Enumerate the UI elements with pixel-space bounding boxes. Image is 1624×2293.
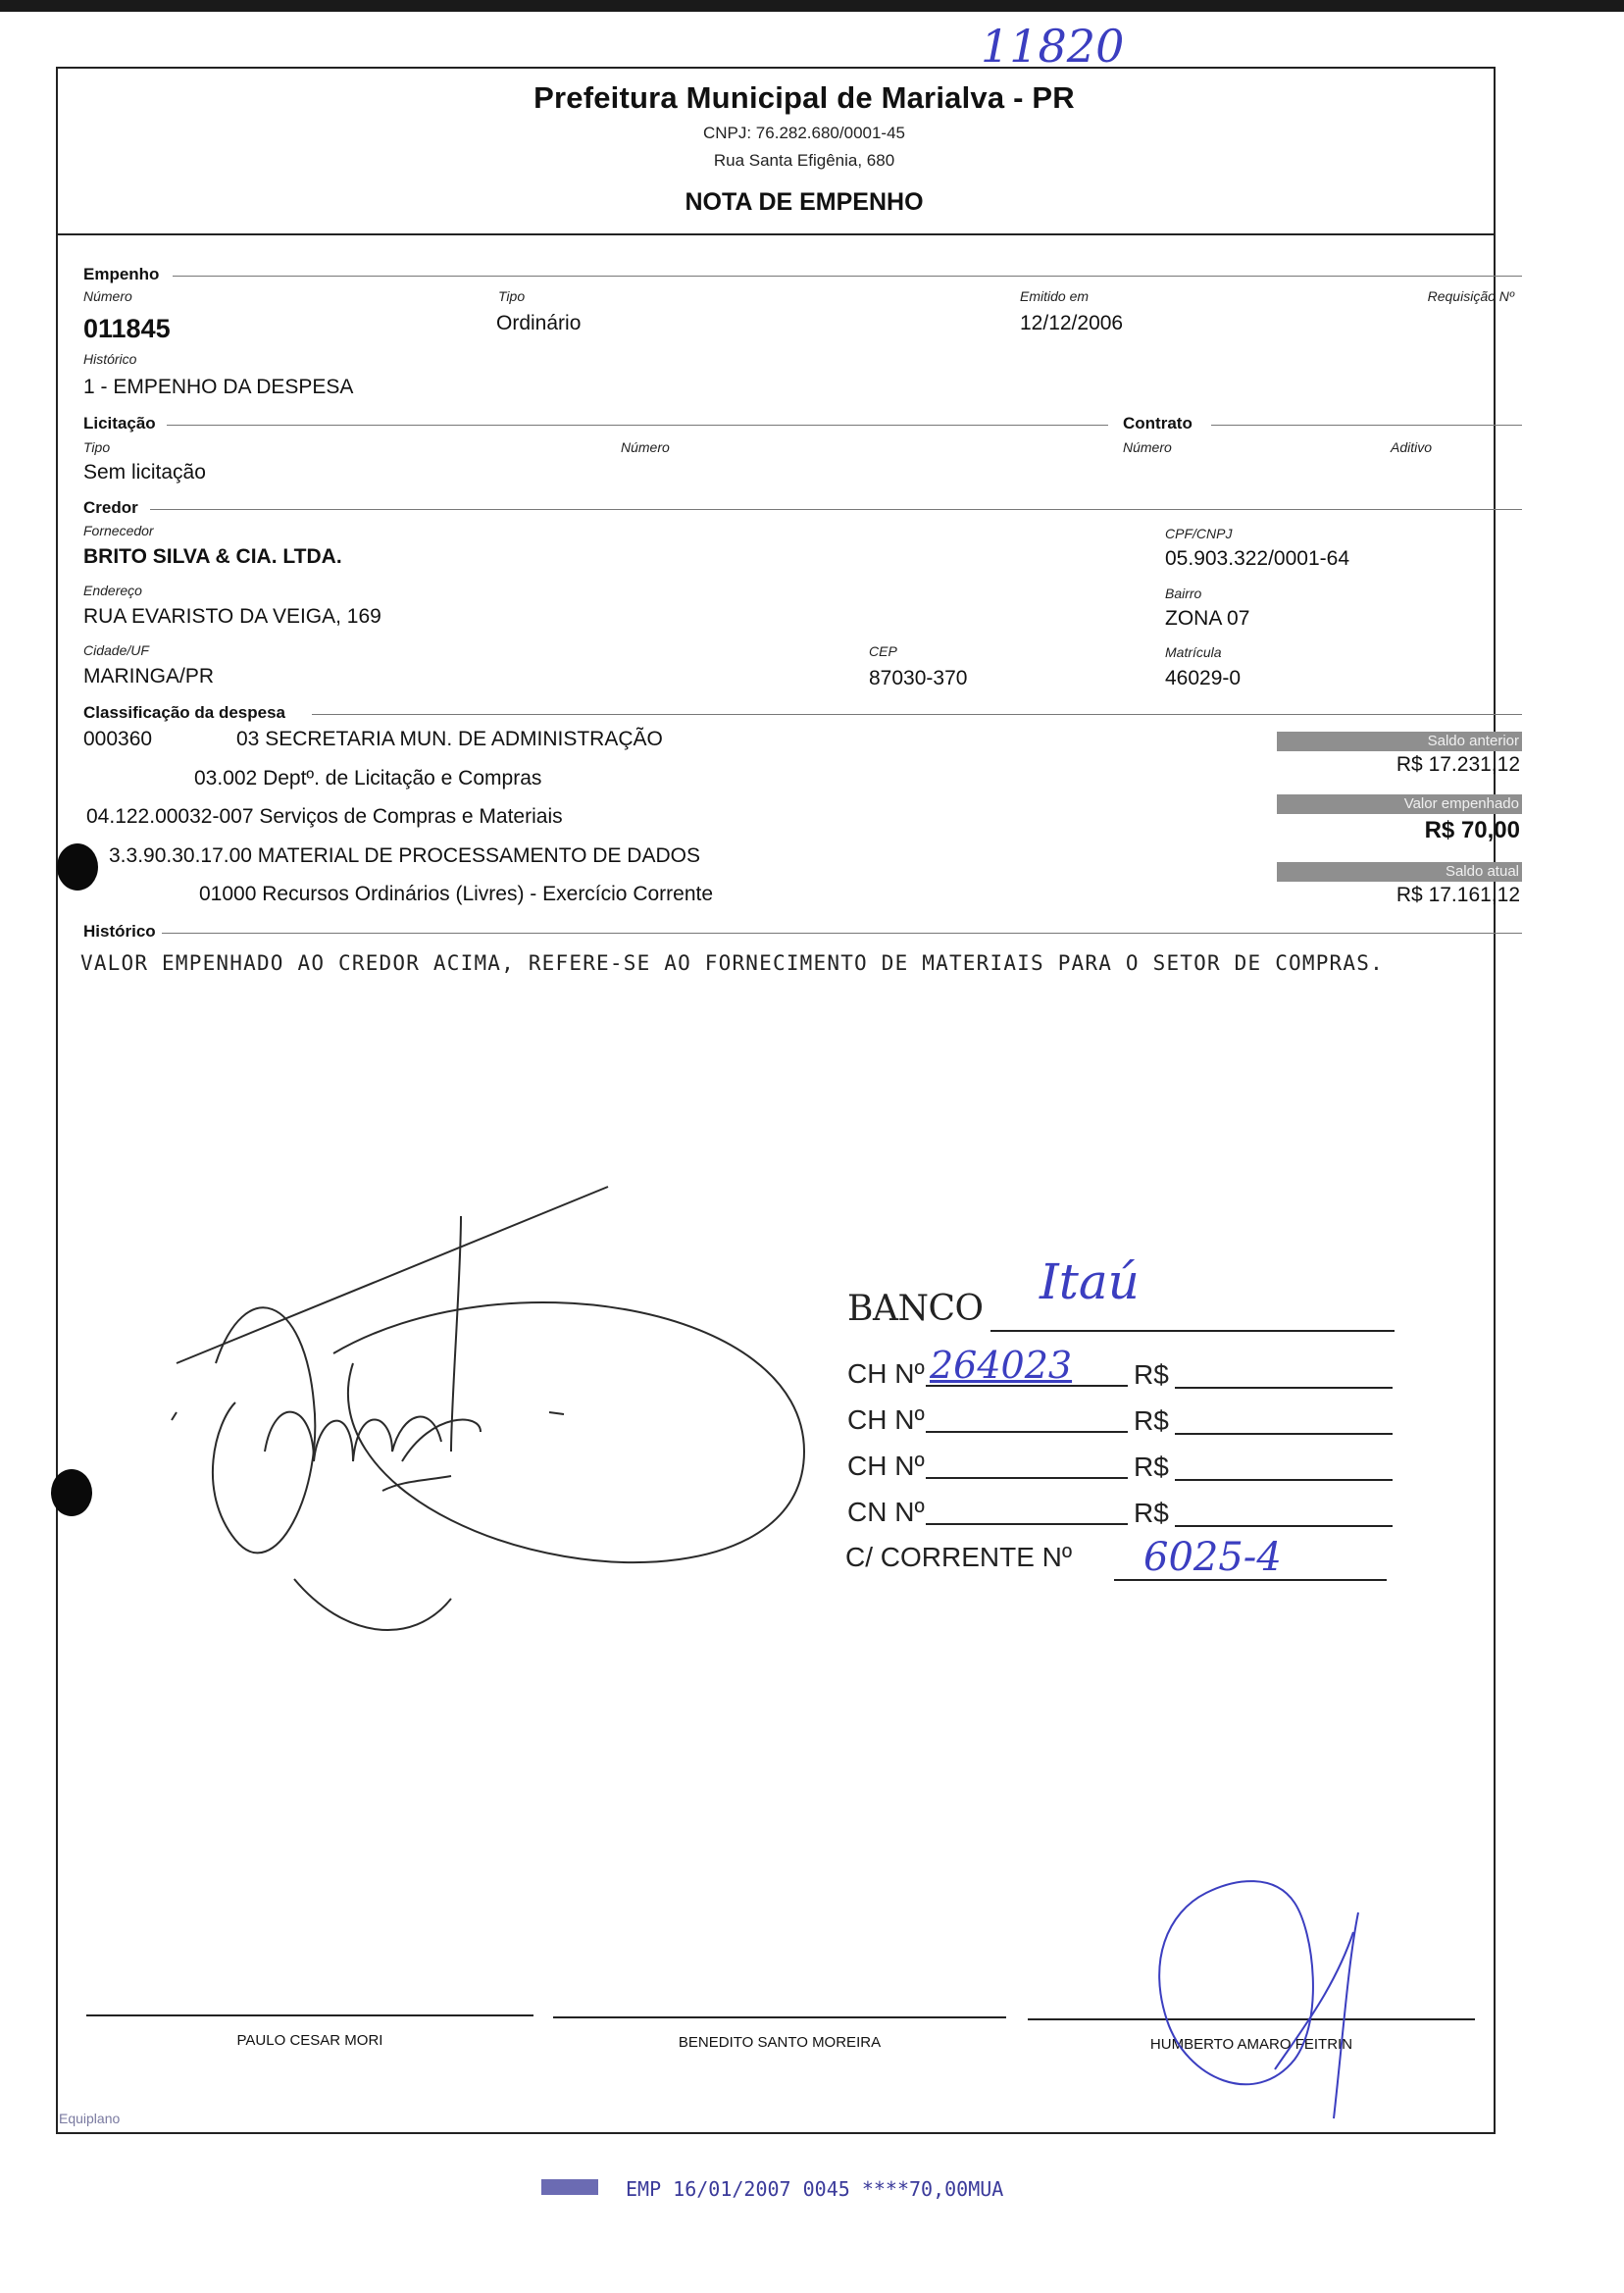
contrato-rule <box>1211 425 1522 426</box>
handwritten-page-number: 11820 <box>981 20 1125 73</box>
section-classificacao: Classificação da despesa <box>83 703 286 722</box>
classificacao-funcional: 04.122.00032-007 Serviços de Compras e Materiais <box>86 805 563 828</box>
empenho-historico: 1 - EMPENHO DA DESPESA <box>83 376 354 398</box>
classificacao-recurso: 01000 Recursos Ordinários (Livres) - Exercício Corrente <box>199 883 714 905</box>
ch3-label: CH Nº <box>847 1451 925 1481</box>
header-cnpj: CNPJ: 76.282.680/0001-45 <box>702 124 906 142</box>
cidade-value: MARINGA/PR <box>83 665 215 688</box>
licitacao-numero-label: Número <box>621 439 670 455</box>
ch1-handwritten: 264023 <box>930 1344 1073 1387</box>
endereco-label: Endereço <box>83 583 142 598</box>
cn-underline <box>926 1523 1128 1525</box>
section-historico: Histórico <box>83 922 156 941</box>
fornecedor-name: BRITO SILVA & CIA. LTDA. <box>83 545 342 568</box>
cn-rs-underline <box>1175 1525 1393 1527</box>
section-empenho: Empenho <box>83 265 160 283</box>
ch2-rs-underline <box>1175 1433 1393 1435</box>
punch-hole-bottom <box>51 1469 92 1516</box>
signature-line-2 <box>553 2016 1006 2018</box>
historico-rule <box>162 933 1522 934</box>
licitacao-tipo: Sem licitação <box>83 461 206 484</box>
ch1-rs-label: R$ <box>1134 1359 1169 1390</box>
saldo-anterior-label: Saldo anterior <box>1277 732 1522 751</box>
empenho-tipo: Ordinário <box>496 312 582 334</box>
cn-label: CN Nº <box>847 1497 925 1527</box>
header-address: Rua Santa Efigênia, 680 <box>713 151 895 170</box>
header-divider <box>58 233 1494 235</box>
saldo-atual-value: R$ 17.161,12 <box>1396 884 1520 906</box>
corrente-label: C/ CORRENTE Nº <box>845 1542 1073 1572</box>
ch3-rs-underline <box>1175 1479 1393 1481</box>
licitacao-rule <box>167 425 1108 426</box>
empenho-tipo-label: Tipo <box>498 288 526 304</box>
classificacao-rule <box>312 714 1522 715</box>
emitido-date: 12/12/2006 <box>1020 312 1124 334</box>
page-title: Prefeitura Municipal de Marialva - PR <box>533 80 1075 115</box>
empenho-historico-label: Histórico <box>83 351 137 367</box>
signature-line-1 <box>86 2014 533 2016</box>
licitacao-tipo-label: Tipo <box>83 439 111 455</box>
cep-value: 87030-370 <box>869 667 968 689</box>
bairro-value: ZONA 07 <box>1165 607 1250 630</box>
bairro-label: Bairro <box>1165 586 1202 601</box>
valor-empenhado-value: R$ 70,00 <box>1424 817 1520 843</box>
contrato-numero-label: Número <box>1123 439 1172 455</box>
saldo-atual-label: Saldo atual <box>1277 862 1522 882</box>
cep-label: CEP <box>869 643 897 659</box>
ch3-rs-label: R$ <box>1134 1452 1169 1482</box>
cidade-label: Cidade/UF <box>83 642 149 658</box>
classificacao-elemento: 3.3.90.30.17.00 MATERIAL DE PROCESSAMENTO DE DADOS <box>109 844 700 867</box>
fornecedor-label: Fornecedor <box>83 523 154 538</box>
cpf-value: 05.903.322/0001-64 <box>1165 547 1350 570</box>
cn-rs-label: R$ <box>1134 1498 1169 1528</box>
banco-label: BANCO <box>847 1289 984 1329</box>
banco-handwritten: Itaú <box>1040 1253 1140 1310</box>
section-licitacao: Licitação <box>83 414 156 433</box>
signature-scribble-right <box>1147 1873 1383 2128</box>
ch1-label: CH Nº <box>847 1358 925 1389</box>
credor-rule <box>150 509 1522 510</box>
historico-text: VALOR EMPENHADO AO CREDOR ACIMA, REFERE-SE AO FORNECIMENTO DE MATERIAIS PARA O SETOR DE COMPRAS. <box>80 951 1384 975</box>
classificacao-code: 000360 <box>83 728 153 750</box>
scan-top-border <box>0 0 1624 12</box>
ch2-label: CH Nº <box>847 1404 925 1435</box>
empenho-numero: 011845 <box>83 314 171 343</box>
signatory-2: BENEDITO SANTO MOREIRA <box>678 2034 882 2051</box>
section-credor: Credor <box>83 498 138 517</box>
footer-logo <box>541 2179 598 2195</box>
contrato-aditivo-label: Aditivo <box>1391 439 1433 455</box>
cpf-label: CPF/CNPJ <box>1165 526 1233 541</box>
matricula-value: 46029-0 <box>1165 667 1242 689</box>
requisicao-label: Requisição Nº <box>1427 288 1514 304</box>
banco-underline <box>990 1330 1395 1332</box>
signature-scribble-left <box>157 1167 824 1677</box>
ch2-rs-label: R$ <box>1134 1405 1169 1436</box>
section-contrato: Contrato <box>1123 414 1193 433</box>
saldo-anterior-value: R$ 17.231,12 <box>1396 753 1520 776</box>
footer-stamp: EMP 16/01/2007 0045 ****70,00MUA <box>626 2177 1004 2201</box>
endereco-value: RUA EVARISTO DA VEIGA, 169 <box>83 605 381 628</box>
document-title: NOTA DE EMPENHO <box>685 188 924 216</box>
ch2-underline <box>926 1431 1128 1433</box>
emitido-label: Emitido em <box>1020 288 1090 304</box>
signatory-3: HUMBERTO AMARO FEITRIN <box>1149 2036 1353 2053</box>
valor-empenhado-label: Valor empenhado <box>1277 794 1522 814</box>
empenho-rule <box>173 276 1522 277</box>
empenho-numero-label: Número <box>83 288 132 304</box>
ch3-underline <box>926 1477 1128 1479</box>
equiplano-brand: Equiplano <box>59 2111 121 2126</box>
punch-hole-top <box>57 843 98 891</box>
signatory-1: PAULO CESAR MORI <box>236 2032 383 2049</box>
classificacao-secretaria: 03 SECRETARIA MUN. DE ADMINISTRAÇÃO <box>236 728 663 750</box>
ch1-rs-underline <box>1175 1387 1393 1389</box>
matricula-label: Matrícula <box>1165 644 1222 660</box>
classificacao-departamento: 03.002 Deptº. de Licitação e Compras <box>194 767 542 790</box>
corrente-handwritten: 6025-4 <box>1143 1535 1282 1580</box>
